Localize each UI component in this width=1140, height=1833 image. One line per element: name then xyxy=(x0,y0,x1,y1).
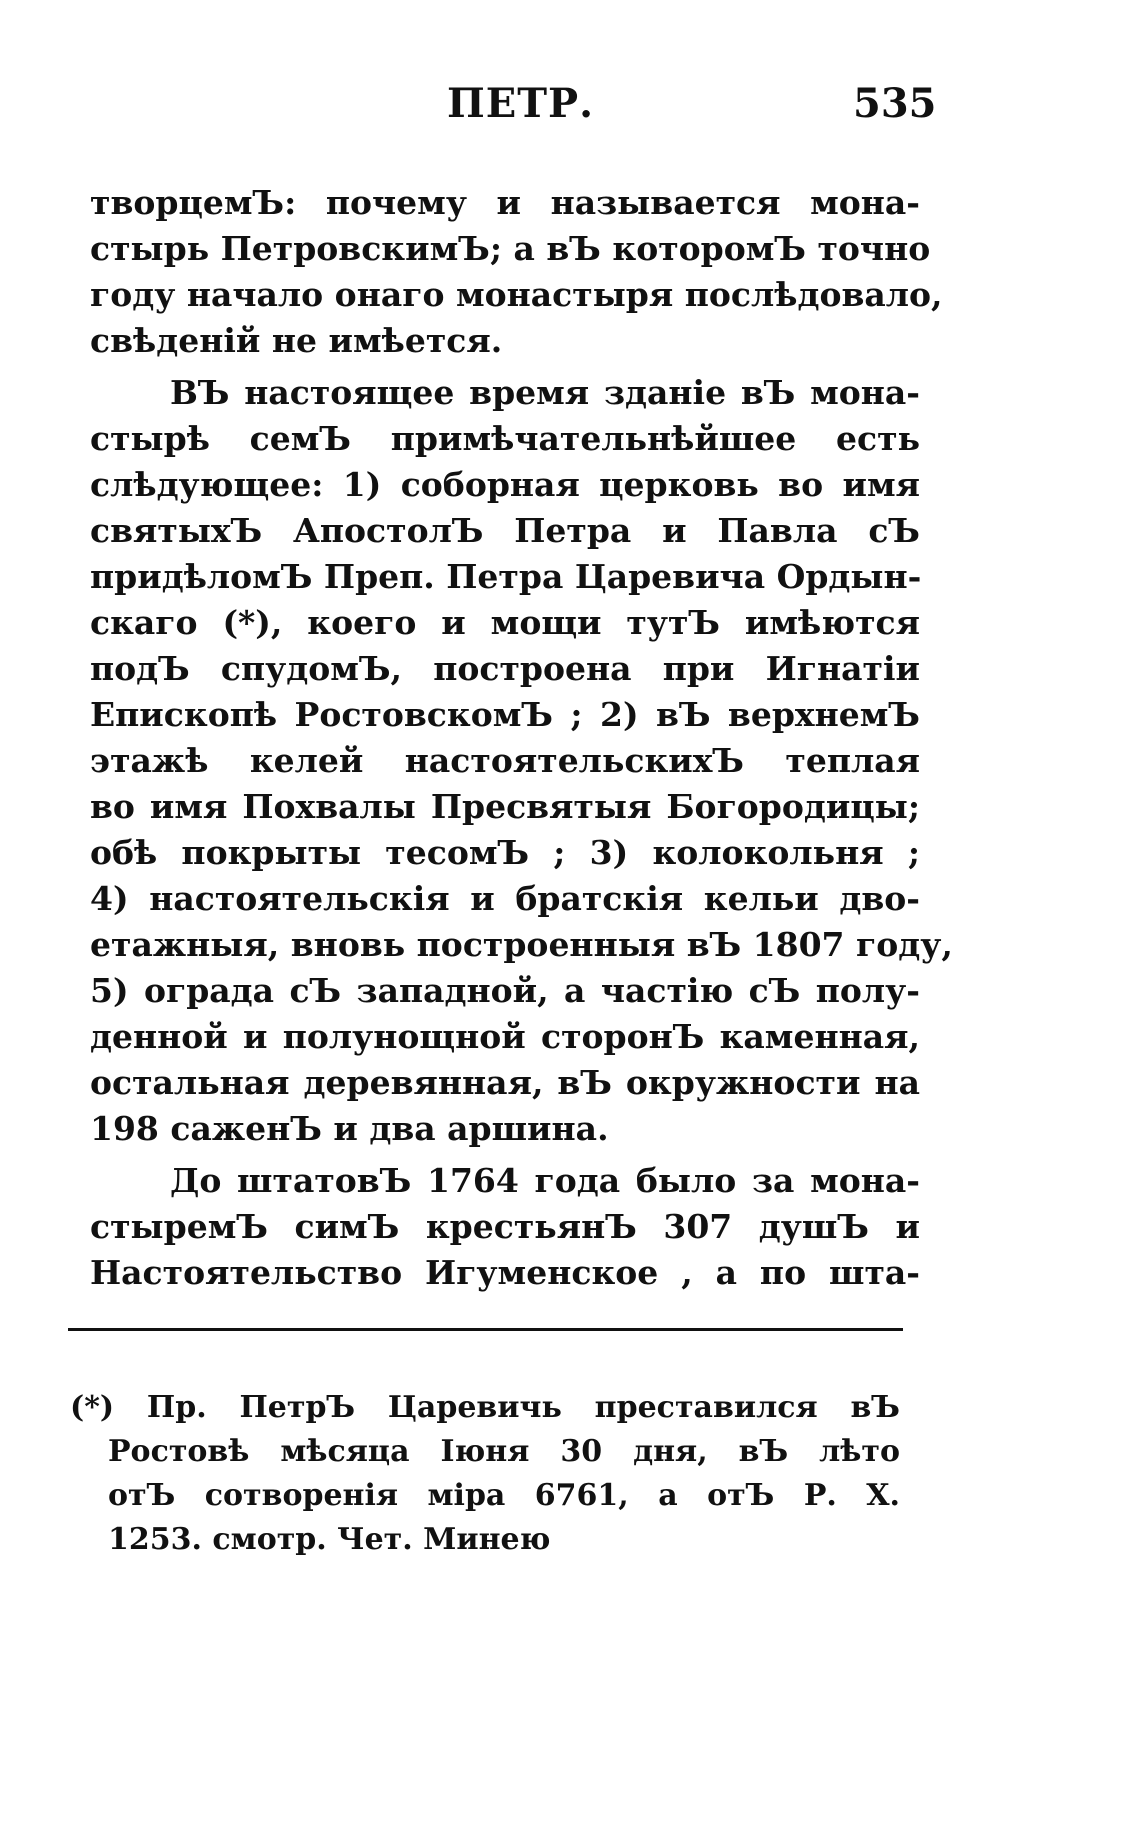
text-line: До штатовЪ 1764 года было за мона- xyxy=(170,1161,920,1200)
text-line: подЪ спудомЪ, построена при Игнатіи xyxy=(90,649,920,688)
footnote-line: (*) Пр. ПетрЪ Царевичь преставился вЪ xyxy=(70,1390,900,1425)
footnote xyxy=(70,1386,900,1562)
text-line: стырь ПетровскимЪ; а вЪ которомЪ точно xyxy=(90,229,931,268)
footnote-line: Ростовѣ мѣсяца Іюня 30 дня, вЪ лѣто xyxy=(108,1434,900,1469)
footnote-line: 1253. смотр. Чет. Минею xyxy=(108,1522,551,1557)
text-line: этажѣ келей настоятельскихЪ теплая xyxy=(90,741,920,780)
text-line: году начало онаго монастыря послѣдовало, xyxy=(90,275,943,314)
footnote-line: отЪ сотворенія міра 6761, а отЪ Р. Х. xyxy=(108,1478,900,1513)
text-line: остальная деревянная, вЪ окружности на xyxy=(90,1063,920,1102)
footnote-rule xyxy=(68,1328,903,1331)
text-line: творцемЪ: почему и называется мона- xyxy=(90,183,920,222)
page-number: 535 xyxy=(853,80,937,127)
page-header xyxy=(0,80,1140,140)
text-line: етажныя, вновь построенныя вЪ 1807 году, xyxy=(90,925,953,964)
running-head: ПЕТР. xyxy=(447,80,595,127)
text-line: 4) настоятельскія и братскія кельи дво- xyxy=(90,879,920,918)
text-line: святыхЪ АпостолЪ Петра и Павла сЪ xyxy=(90,511,920,550)
text-line: 5) ограда сЪ западной, а частію сЪ полу- xyxy=(90,971,920,1010)
text-line: слѣдующее: 1) соборная церковь во имя xyxy=(90,465,920,504)
text-line: во имя Похвалы Пресвятыя Богородицы; xyxy=(90,787,920,826)
text-line: ВЪ настоящее время зданіе вЪ мона- xyxy=(170,373,920,412)
main-text xyxy=(90,180,953,1296)
text-line: придѣломЪ Преп. Петра Царевича Ордын- xyxy=(90,557,922,596)
text-line: стыремЪ симЪ крестьянЪ 307 душЪ и xyxy=(90,1207,920,1246)
text-line: денной и полунощной сторонЪ каменная, xyxy=(90,1017,920,1056)
text-line: 198 саженЪ и два аршина. xyxy=(90,1109,609,1148)
text-line: скаго (*), коего и мощи тутЪ имѣются xyxy=(90,603,920,642)
text-line: Епископѣ РостовскомЪ ; 2) вЪ верхнемЪ xyxy=(90,695,920,734)
text-line: обѣ покрыты тесомЪ ; 3) колокольня ; xyxy=(90,833,920,872)
text-line: стырѣ семЪ примѣчательнѣйшее есть xyxy=(90,419,920,458)
text-line: свѣденій не имѣется. xyxy=(90,321,503,360)
text-line: Настоятельство Игуменское , а по шта- xyxy=(90,1253,920,1292)
